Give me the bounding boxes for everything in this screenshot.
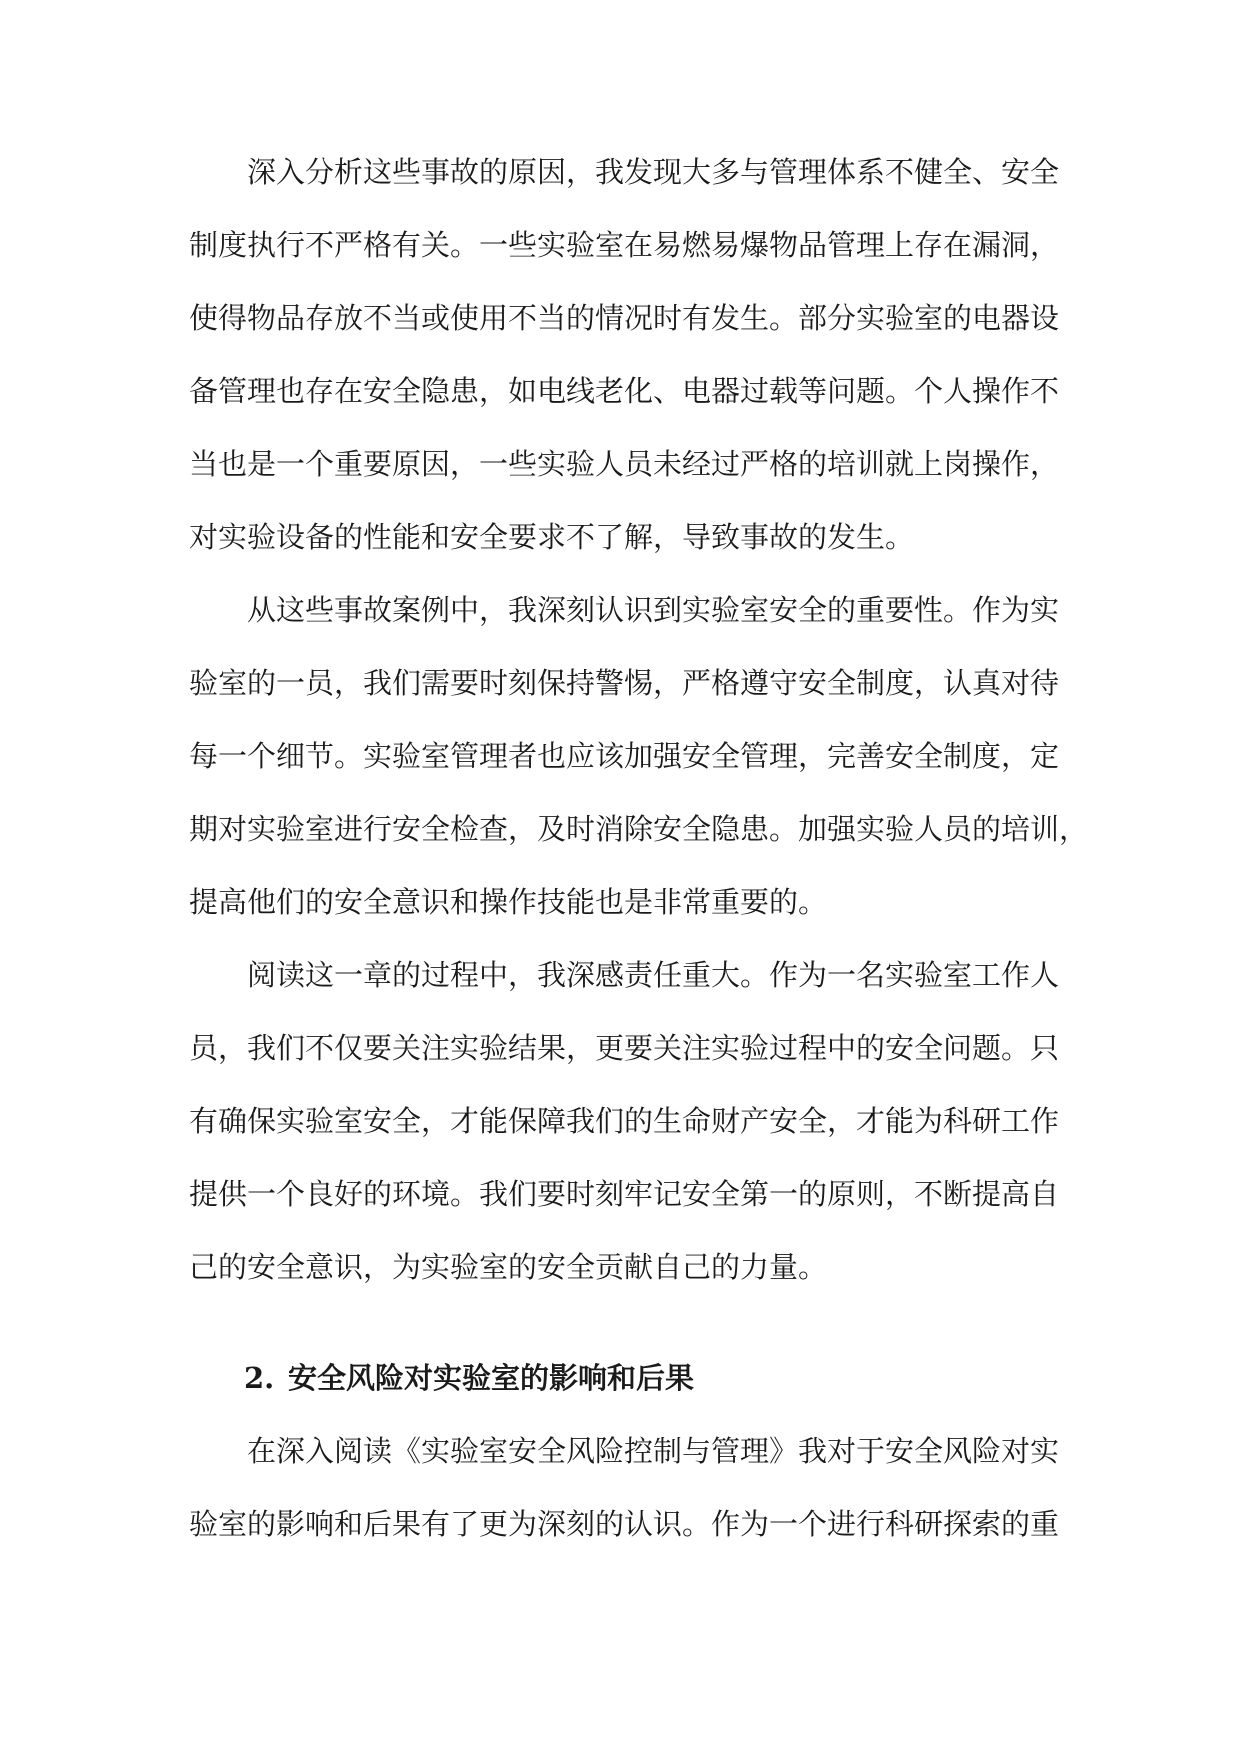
paragraph-line: 期对实验室进行安全检查，及时消除安全隐患。加强实验人员的培训， [189,812,1089,846]
section-heading [189,1342,1053,1415]
paragraph-line: 从这些事故案例中，我深刻认识到实验室安全的重要性。作为实 [247,593,1060,627]
document-body [189,136,1089,1561]
section-paragraph [189,1415,1060,1561]
paragraph-3 [189,939,1060,1304]
paragraph-line: 验室的影响和后果有了更为深刻的认识。作为一个进行科研探索的重 [189,1507,1060,1541]
paragraph-line: 有确保实验室安全，才能保障我们的生命财产安全，才能为科研工作 [189,1104,1060,1138]
paragraph-line: 在深入阅读《实验室安全风险控制与管理》我对于安全风险对实 [247,1434,1060,1468]
section-number: 2. [244,1361,275,1395]
paragraph-line: 员，我们不仅要关注实验结果，更要关注实验过程中的安全问题。只 [189,1031,1060,1065]
paragraph-line: 己的安全意识，为实验室的安全贡献自己的力量。 [189,1250,828,1284]
paragraph-line: 制度执行不严格有关。一些实验室在易燃易爆物品管理上存在漏洞， [189,228,1060,262]
paragraph-2 [189,574,1089,939]
section-title: 安全风险对实验室的影响和后果 [288,1361,695,1395]
paragraph-line: 提高他们的安全意识和操作技能也是非常重要的。 [189,885,828,919]
paragraph-line: 验室的一员，我们需要时刻保持警惕，严格遵守安全制度，认真对待 [189,666,1060,700]
paragraph-line: 备管理也存在安全隐患，如电线老化、电器过载等问题。个人操作不 [189,374,1060,408]
paragraph-line: 每一个细节。实验室管理者也应该加强安全管理，完善安全制度，定 [189,739,1060,773]
paragraph-line: 深入分析这些事故的原因，我发现大多与管理体系不健全、安全 [247,155,1060,189]
paragraph-line: 对实验设备的性能和安全要求不了解，导致事故的发生。 [189,520,915,554]
paragraph-1 [189,136,1060,574]
paragraph-line: 使得物品存放不当或使用不当的情况时有发生。部分实验室的电器设 [189,301,1060,335]
section-spacer [189,1304,1053,1342]
paragraph-line: 提供一个良好的环境。我们要时刻牢记安全第一的原则，不断提高自 [189,1177,1060,1211]
paragraph-line: 阅读这一章的过程中，我深感责任重大。作为一名实验室工作人 [247,958,1060,992]
paragraph-line: 当也是一个重要原因，一些实验人员未经过严格的培训就上岗操作， [189,447,1060,481]
